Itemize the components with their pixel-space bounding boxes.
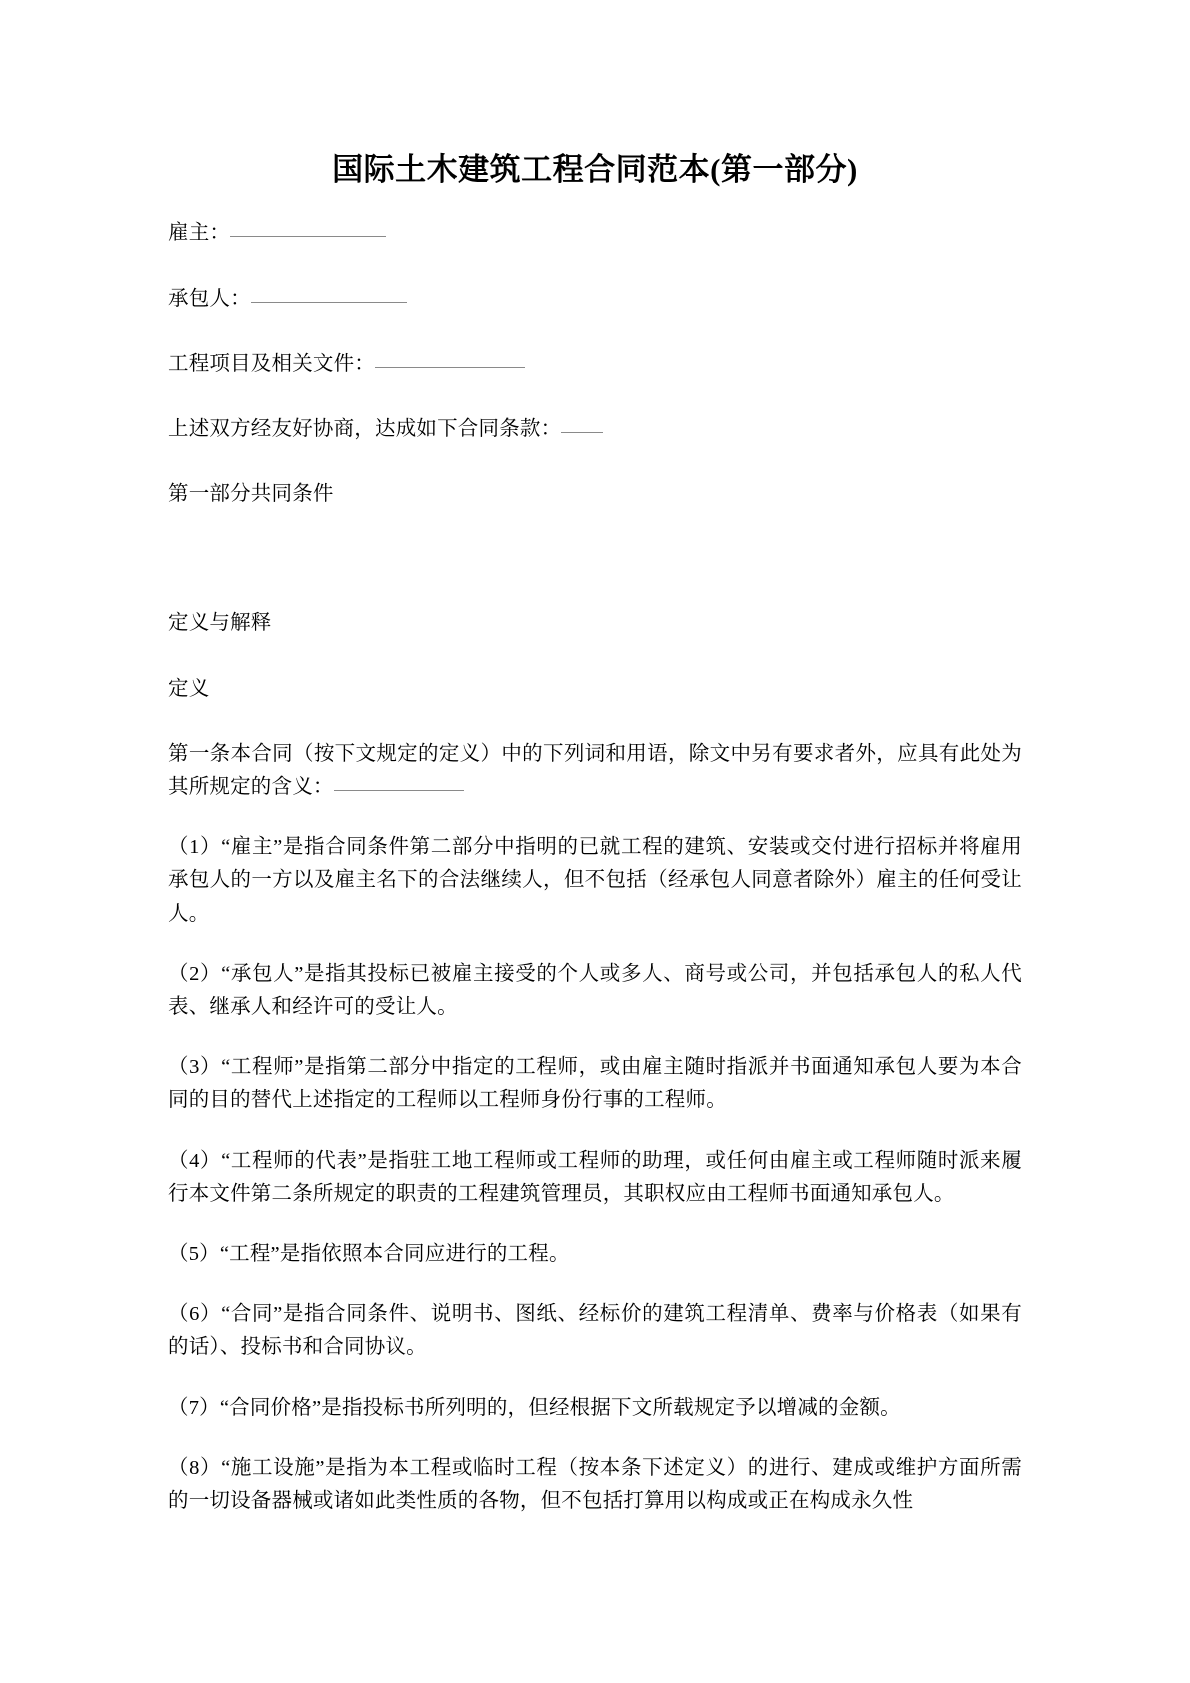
clause-text: “承包人”是指其投标已被雇主接受的个人或多人、商号或公司，并包括承包人的私人代表、继承人和经许可的受让人。 [168, 962, 1022, 1018]
spacer [168, 1271, 1022, 1298]
clause-item [168, 1238, 1022, 1271]
clause-text: “施工设施”是指为本工程或临时工程（按本条下述定义）的进行、建成或维护方面所需的一切设备器械或诸如此类性质的各物，但不包括打算用以构成或正在构成永久性 [168, 1456, 1022, 1512]
clause-item [168, 1145, 1022, 1211]
clause-text: “工程”是指依照本合同应进行的工程。 [219, 1242, 570, 1265]
part-heading: 第一部分共同条件 [168, 483, 334, 506]
clause-text: “合同价格”是指投标书所列明的，但经根据下文所载规定予以增减的金额。 [219, 1396, 901, 1419]
spacer [168, 251, 1022, 283]
lead-paragraph [168, 738, 1022, 804]
clause-item [168, 1392, 1022, 1425]
field-blank-contractor[interactable] [251, 302, 407, 303]
field-label-employer: 雇主： [168, 222, 231, 245]
field-row-contractor [168, 283, 1022, 316]
spacer [168, 804, 1022, 831]
spacer [168, 316, 1022, 348]
clause-number: （6） [168, 1303, 222, 1326]
spacer [168, 641, 1022, 673]
section-heading-definitions-and-interpretation: 定义与解释 [168, 612, 272, 635]
clause-item [168, 1452, 1022, 1518]
spacer [168, 511, 1022, 607]
spacer [168, 446, 1022, 478]
field-label-project: 工程项目及相关文件： [168, 352, 375, 375]
field-blank-project[interactable] [375, 367, 525, 368]
clause-number: （3） [168, 1056, 222, 1079]
lead-paragraph-blank[interactable] [334, 790, 464, 791]
spacer [168, 1425, 1022, 1452]
spacer [168, 1211, 1022, 1238]
clause-number: （5） [168, 1242, 220, 1265]
clause-item [168, 958, 1022, 1024]
field-row-agreement [168, 413, 1022, 446]
field-row-employer [168, 217, 1022, 250]
clause-number: （2） [168, 962, 222, 985]
clause-number: （4） [168, 1149, 222, 1172]
field-label-agreement: 上述双方经友好协商，达成如下合同条款： [168, 417, 562, 440]
clause-text: “工程师”是指第二部分中指定的工程师，或由雇主随时指派并书面通知承包人要为本合同的目的替代上述指定的工程师以工程师身份行事的工程师。 [168, 1056, 1022, 1112]
spacer [168, 931, 1022, 958]
spacer [168, 706, 1022, 738]
field-blank-employer[interactable] [230, 236, 386, 237]
spacer [168, 381, 1022, 413]
spacer [168, 1365, 1022, 1392]
field-row-project [168, 348, 1022, 381]
clause-item [168, 1051, 1022, 1117]
clause-item [168, 1298, 1022, 1364]
spacer [168, 1118, 1022, 1145]
spacer [168, 190, 1022, 217]
clause-text: “雇主”是指合同条件第二部分中指明的已就工程的建筑、安装或交付进行招标并将雇用承包人的一方以及雇主名下的合法继续人，但不包括（经承包人同意者除外）雇主的任何受让人。 [168, 836, 1022, 925]
field-label-contractor: 承包人： [168, 287, 251, 310]
clause-text: “合同”是指合同条件、说明书、图纸、经标价的建筑工程清单、费率与价格表（如果有的话）、投标书和合同协议。 [168, 1303, 1022, 1359]
document-body [168, 0, 1022, 1518]
subsection-heading-definitions: 定义 [168, 677, 210, 700]
clause-text: “工程师的代表”是指驻工地工程师或工程师的助理，或任何由雇主或工程师随时派来履行本文件第二条所规定的职责的工程建筑管理员，其职权应由工程师书面通知承包人。 [168, 1149, 1022, 1205]
spacer [168, 1024, 1022, 1051]
lead-paragraph-text: 第一条本合同（按下文规定的定义）中的下列词和用语，除文中另有要求者外，应具有此处为其所规定的含义： [168, 742, 1022, 798]
clause-item [168, 831, 1022, 931]
page-title: 国际土木建筑工程合同范本(第一部分) [332, 152, 858, 187]
clause-number: （7） [168, 1396, 220, 1419]
field-blank-agreement[interactable] [561, 432, 603, 433]
clause-number: （1） [168, 836, 222, 859]
clause-number: （8） [168, 1456, 222, 1479]
